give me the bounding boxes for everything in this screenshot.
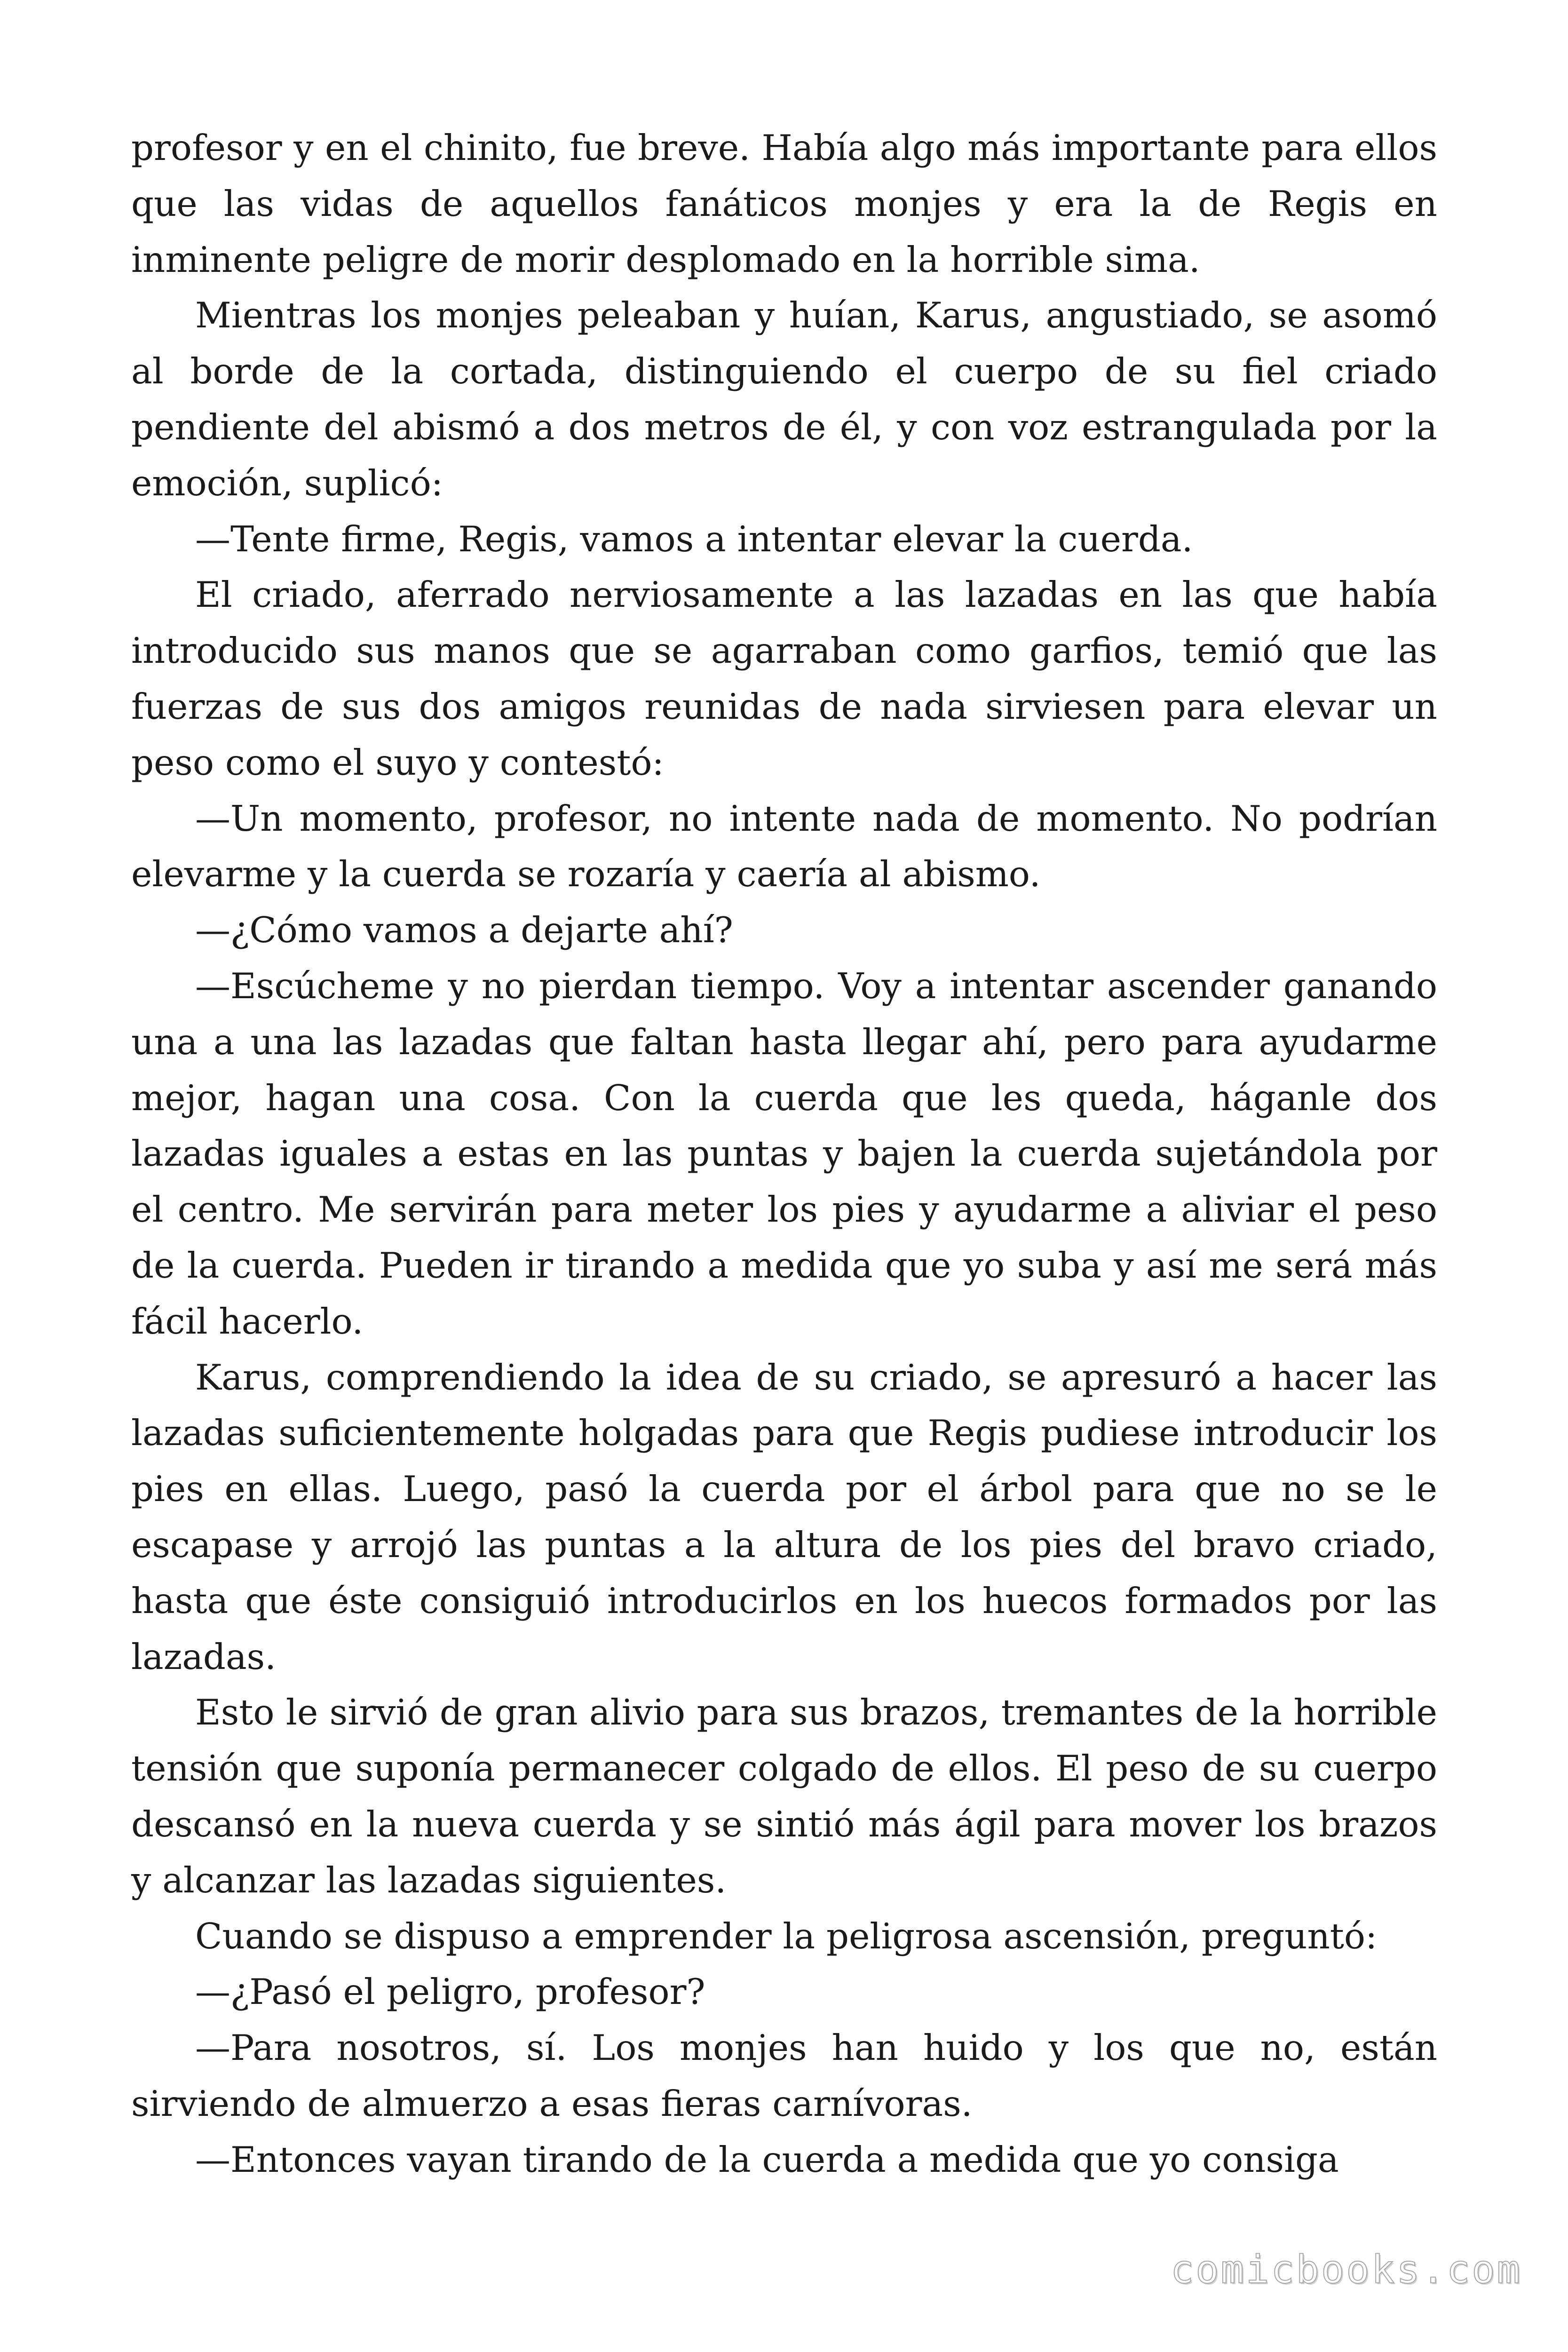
paragraph: Karus, comprendiendo la idea de su criado, se apresuró a hacer las lazadas suficientemente holgadas para que Regis pudiese introducir los pies en ellas. Luego, pasó la cuerda por el árbol para que no se le escapase y arrojó las puntas a la altura de los pies del bravo criado, hasta que éste consiguió introducirlos en los huecos formados por las lazadas. xyxy=(131,1356,1437,1677)
paragraph: —Para nosotros, sí. Los monjes han huido y los que no, están sirviendo de almuerzo a esas fieras carnívoras. xyxy=(131,2027,1437,2124)
paragraph: —Escúcheme y no pierdan tiempo. Voy a intentar ascender ganando una a una las lazadas que faltan hasta llegar ahí, pero para ayudarme mejor, hagan una cosa. Con la cuerda que les queda, háganle dos lazadas iguales a estas en las puntas y bajen la cuerda sujetándola por el centro. Me servirán para meter los pies y ayudarme a aliviar el peso de la cuerda. Pueden ir tirando a medida que yo suba y así me será más fácil hacerlo. xyxy=(131,965,1437,1342)
paragraph: —Un momento, profesor, no intente nada de momento. No podrían elevarme y la cuerda se rozaría y caería al abismo. xyxy=(131,797,1437,895)
paragraph: —Tente firme, Regis, vamos a intentar elevar la cuerda. xyxy=(195,518,1193,560)
paragraph: profesor y en el chinito, fue breve. Había algo más importante para ellos que las vidas de aquellos fanáticos monjes y era la de Regis en inminente peligre de morir desplomado en la horrible sima. xyxy=(131,127,1437,280)
paragraph: Cuando se dispuso a emprender la peligrosa ascensión, preguntó: xyxy=(195,1915,1378,1957)
paragraph: El criado, aferrado nerviosamente a las lazadas en las que había introducido sus manos que se agarraban como garfios, temió que las fuerzas de sus dos amigos reunidas de nada sirviesen para elevar un peso como el suyo y contestó: xyxy=(131,574,1437,783)
paragraph: —¿Cómo vamos a dejarte ahí? xyxy=(195,909,733,951)
paragraph: —¿Pasó el peligro, profesor? xyxy=(195,1971,705,2013)
watermark: comicbooks.com xyxy=(1170,2248,1522,2292)
body-text xyxy=(131,120,1437,2187)
paragraph: —Entonces vayan tirando de la cuerda a medida que yo consiga xyxy=(195,2138,1339,2180)
paragraph: Esto le sirvió de gran alivio para sus brazos, tremantes de la horrible tensión que suponía permanecer colgado de ellos. El peso de su cuerpo descansó en la nueva cuerda y se sintió más ágil para mover los brazos y alcanzar las lazadas siguientes. xyxy=(131,1692,1437,1901)
paragraph: Mientras los monjes peleaban y huían, Karus, angustiado, se asomó al borde de la cortada, distinguiendo el cuerpo de su fiel criado pendiente del abismó a dos metros de él, y con voz estrangulada por la emoción, suplicó: xyxy=(131,294,1437,504)
